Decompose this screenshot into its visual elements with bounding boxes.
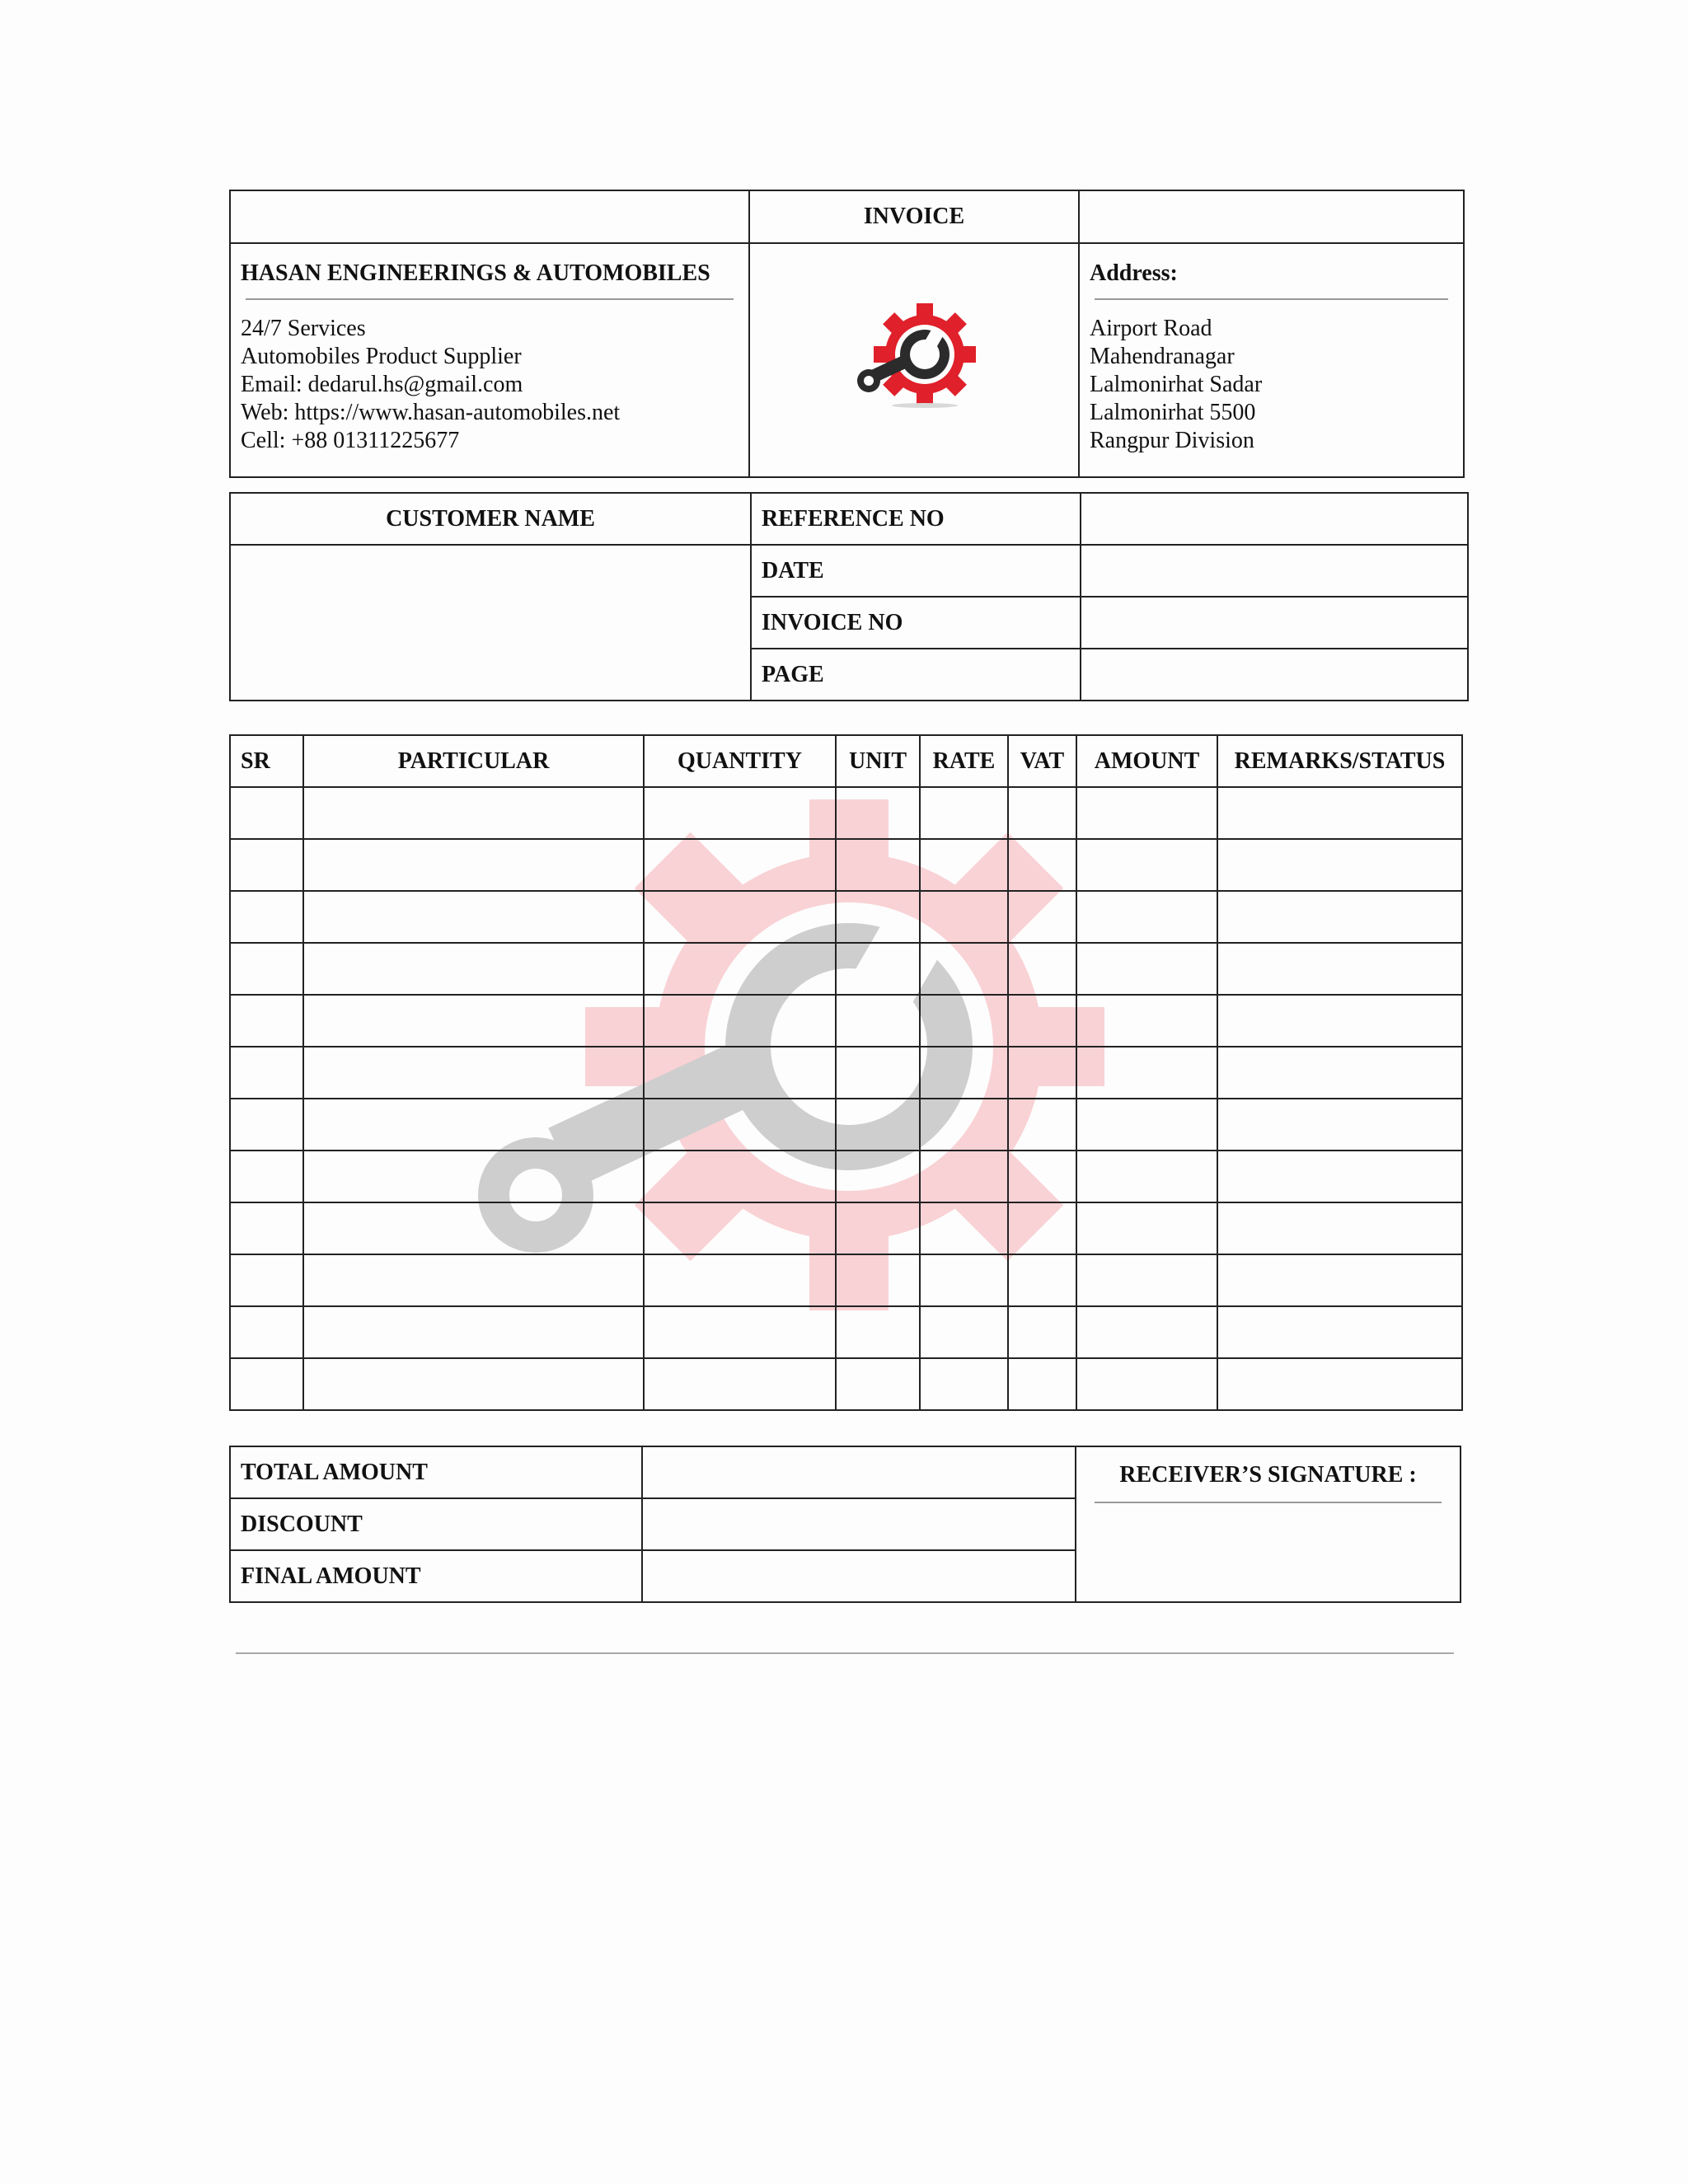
- signature-divider: [1095, 1502, 1442, 1503]
- cell-sr[interactable]: [230, 839, 303, 891]
- address-line: Airport Road: [1090, 316, 1212, 341]
- table-row: [230, 995, 1462, 1047]
- cell-quantity[interactable]: [644, 1306, 836, 1358]
- cell-unit[interactable]: [836, 995, 920, 1047]
- cell-quantity[interactable]: [644, 943, 836, 995]
- cell-particular[interactable]: [303, 1202, 644, 1254]
- cell-unit[interactable]: [836, 1151, 920, 1202]
- cell-amount[interactable]: [1076, 995, 1217, 1047]
- company-info: [230, 243, 749, 477]
- column-header-vat: VAT: [1008, 735, 1076, 787]
- cell-vat[interactable]: [1008, 1047, 1076, 1099]
- cell-unit[interactable]: [836, 1047, 920, 1099]
- cell-rate[interactable]: [920, 1151, 1008, 1202]
- address-line: Lalmonirhat Sadar: [1090, 372, 1263, 397]
- cell-vat[interactable]: [1008, 1202, 1076, 1254]
- cell-unit[interactable]: [836, 839, 920, 891]
- total-amount-label: TOTAL AMOUNT: [230, 1446, 642, 1498]
- page-label: PAGE: [751, 649, 1081, 701]
- header-blank-right: [1079, 190, 1464, 243]
- cell-vat[interactable]: [1008, 1358, 1076, 1410]
- company-line: Web: https://www.hasan-automobiles.net: [241, 400, 621, 425]
- cell-amount[interactable]: [1076, 787, 1217, 839]
- cell-sr[interactable]: [230, 1254, 303, 1306]
- reference-no-label: REFERENCE NO: [751, 493, 1081, 545]
- date-label: DATE: [751, 545, 1081, 597]
- cell-amount[interactable]: [1076, 891, 1217, 943]
- cell-rate[interactable]: [920, 1306, 1008, 1358]
- cell-quantity[interactable]: [644, 1099, 836, 1151]
- gear-wrench-icon: [852, 303, 976, 410]
- cell-sr[interactable]: [230, 1099, 303, 1151]
- cell-remarks[interactable]: [1217, 1254, 1462, 1306]
- cell-rate[interactable]: [920, 943, 1008, 995]
- cell-vat[interactable]: [1008, 1306, 1076, 1358]
- customer-name-field[interactable]: [230, 545, 751, 701]
- column-header-amount: AMOUNT: [1076, 735, 1217, 787]
- company-divider: [246, 298, 734, 300]
- final-amount-label: FINAL AMOUNT: [230, 1550, 642, 1602]
- cell-particular[interactable]: [303, 995, 644, 1047]
- table-row: [230, 1202, 1462, 1254]
- cell-amount[interactable]: [1076, 1099, 1217, 1151]
- cell-remarks[interactable]: [1217, 1358, 1462, 1410]
- cell-amount[interactable]: [1076, 1202, 1217, 1254]
- cell-amount[interactable]: [1076, 1254, 1217, 1306]
- cell-particular[interactable]: [303, 943, 644, 995]
- table-row: [230, 1254, 1462, 1306]
- discount-label: DISCOUNT: [230, 1498, 642, 1550]
- header-blank-left: [230, 190, 749, 243]
- table-row: [230, 839, 1462, 891]
- cell-remarks[interactable]: [1217, 891, 1462, 943]
- company-name: HASAN ENGINEERINGS & AUTOMOBILES: [241, 260, 710, 286]
- column-header-quantity: QUANTITY: [644, 735, 836, 787]
- address-line: Lalmonirhat 5500: [1090, 400, 1256, 425]
- cell-particular[interactable]: [303, 1151, 644, 1202]
- cell-quantity[interactable]: [644, 1202, 836, 1254]
- cell-sr[interactable]: [230, 1306, 303, 1358]
- cell-particular[interactable]: [303, 1099, 644, 1151]
- cell-rate[interactable]: [920, 995, 1008, 1047]
- totals-table: [229, 1446, 1461, 1603]
- invoice-no-label: INVOICE NO: [751, 597, 1081, 649]
- invoice-no-field[interactable]: [1081, 597, 1468, 649]
- customer-name-label: CUSTOMER NAME: [230, 493, 751, 545]
- cell-unit[interactable]: [836, 891, 920, 943]
- cell-quantity[interactable]: [644, 891, 836, 943]
- cell-sr[interactable]: [230, 995, 303, 1047]
- company-line: Cell: +88 01311225677: [241, 428, 460, 453]
- cell-rate[interactable]: [920, 1047, 1008, 1099]
- cell-sr[interactable]: [230, 1202, 303, 1254]
- logo-cell: [749, 243, 1079, 477]
- column-header-unit: UNIT: [836, 735, 920, 787]
- column-header-particular: PARTICULAR: [303, 735, 644, 787]
- reference-no-field[interactable]: [1081, 493, 1468, 545]
- cell-sr[interactable]: [230, 891, 303, 943]
- customer-table: [229, 492, 1469, 701]
- cell-particular[interactable]: [303, 1358, 644, 1410]
- cell-unit[interactable]: [836, 1099, 920, 1151]
- column-header-remarks: REMARKS/STATUS: [1217, 735, 1462, 787]
- table-row: [230, 1047, 1462, 1099]
- cell-sr[interactable]: [230, 1047, 303, 1099]
- cell-particular[interactable]: [303, 839, 644, 891]
- cell-rate[interactable]: [920, 1358, 1008, 1410]
- cell-quantity[interactable]: [644, 1151, 836, 1202]
- page-field[interactable]: [1081, 649, 1468, 701]
- cell-vat[interactable]: [1008, 1151, 1076, 1202]
- items-header-row: [230, 735, 1462, 787]
- cell-remarks[interactable]: [1217, 1099, 1462, 1151]
- cell-vat[interactable]: [1008, 787, 1076, 839]
- cell-vat[interactable]: [1008, 995, 1076, 1047]
- table-row: [230, 891, 1462, 943]
- cell-amount[interactable]: [1076, 1151, 1217, 1202]
- table-row: [230, 1358, 1462, 1410]
- table-row: [230, 943, 1462, 995]
- cell-sr[interactable]: [230, 1151, 303, 1202]
- company-line: 24/7 Services: [241, 316, 366, 341]
- date-field[interactable]: [1081, 545, 1468, 597]
- cell-remarks[interactable]: [1217, 995, 1462, 1047]
- cell-sr[interactable]: [230, 943, 303, 995]
- column-header-rate: RATE: [920, 735, 1008, 787]
- address-divider: [1095, 298, 1448, 300]
- table-row: [230, 787, 1462, 839]
- cell-amount[interactable]: [1076, 1358, 1217, 1410]
- cell-unit[interactable]: [836, 1358, 920, 1410]
- items-table: [229, 734, 1463, 1411]
- cell-particular[interactable]: [303, 1254, 644, 1306]
- cell-vat[interactable]: [1008, 891, 1076, 943]
- cell-quantity[interactable]: [644, 995, 836, 1047]
- cell-rate[interactable]: [920, 1202, 1008, 1254]
- cell-unit[interactable]: [836, 943, 920, 995]
- company-line: Automobiles Product Supplier: [241, 344, 522, 369]
- cell-quantity[interactable]: [644, 787, 836, 839]
- cell-sr[interactable]: [230, 1358, 303, 1410]
- cell-quantity[interactable]: [644, 839, 836, 891]
- cell-rate[interactable]: [920, 1254, 1008, 1306]
- cell-amount[interactable]: [1076, 1047, 1217, 1099]
- cell-particular[interactable]: [303, 1047, 644, 1099]
- receiver-signature-label: RECEIVER’S SIGNATURE :: [1119, 1462, 1417, 1488]
- cell-remarks[interactable]: [1217, 839, 1462, 891]
- cell-vat[interactable]: [1008, 1254, 1076, 1306]
- cell-unit[interactable]: [836, 1202, 920, 1254]
- cell-unit[interactable]: [836, 1306, 920, 1358]
- cell-sr[interactable]: [230, 787, 303, 839]
- invoice-title: INVOICE: [749, 190, 1079, 243]
- cell-rate[interactable]: [920, 787, 1008, 839]
- cell-rate[interactable]: [920, 1099, 1008, 1151]
- cell-amount[interactable]: [1076, 1306, 1217, 1358]
- address-info: [1079, 243, 1464, 477]
- cell-remarks[interactable]: [1217, 787, 1462, 839]
- final-amount-field[interactable]: [642, 1550, 1076, 1602]
- cell-particular[interactable]: [303, 891, 644, 943]
- cell-amount[interactable]: [1076, 943, 1217, 995]
- cell-quantity[interactable]: [644, 1358, 836, 1410]
- footer-divider: [236, 1652, 1454, 1654]
- table-row: [230, 1306, 1462, 1358]
- cell-particular[interactable]: [303, 787, 644, 839]
- column-header-sr: SR: [230, 735, 303, 787]
- company-line: Email: dedarul.hs@gmail.com: [241, 372, 523, 397]
- cell-vat[interactable]: [1008, 943, 1076, 995]
- cell-vat[interactable]: [1008, 1099, 1076, 1151]
- cell-amount[interactable]: [1076, 839, 1217, 891]
- cell-quantity[interactable]: [644, 1047, 836, 1099]
- table-row: [230, 1151, 1462, 1202]
- cell-unit[interactable]: [836, 787, 920, 839]
- receiver-signature-box[interactable]: [1076, 1446, 1461, 1602]
- cell-remarks[interactable]: [1217, 1151, 1462, 1202]
- address-line: Rangpur Division: [1090, 428, 1254, 453]
- table-row: [230, 1099, 1462, 1151]
- cell-vat[interactable]: [1008, 839, 1076, 891]
- cell-remarks[interactable]: [1217, 1202, 1462, 1254]
- discount-field[interactable]: [642, 1498, 1076, 1550]
- cell-unit[interactable]: [836, 1254, 920, 1306]
- cell-rate[interactable]: [920, 839, 1008, 891]
- cell-quantity[interactable]: [644, 1254, 836, 1306]
- header-table: [229, 190, 1465, 478]
- cell-remarks[interactable]: [1217, 1047, 1462, 1099]
- cell-particular[interactable]: [303, 1306, 644, 1358]
- address-label: Address:: [1090, 260, 1178, 286]
- cell-rate[interactable]: [920, 891, 1008, 943]
- cell-remarks[interactable]: [1217, 1306, 1462, 1358]
- address-line: Mahendranagar: [1090, 344, 1235, 369]
- cell-remarks[interactable]: [1217, 943, 1462, 995]
- total-amount-field[interactable]: [642, 1446, 1076, 1498]
